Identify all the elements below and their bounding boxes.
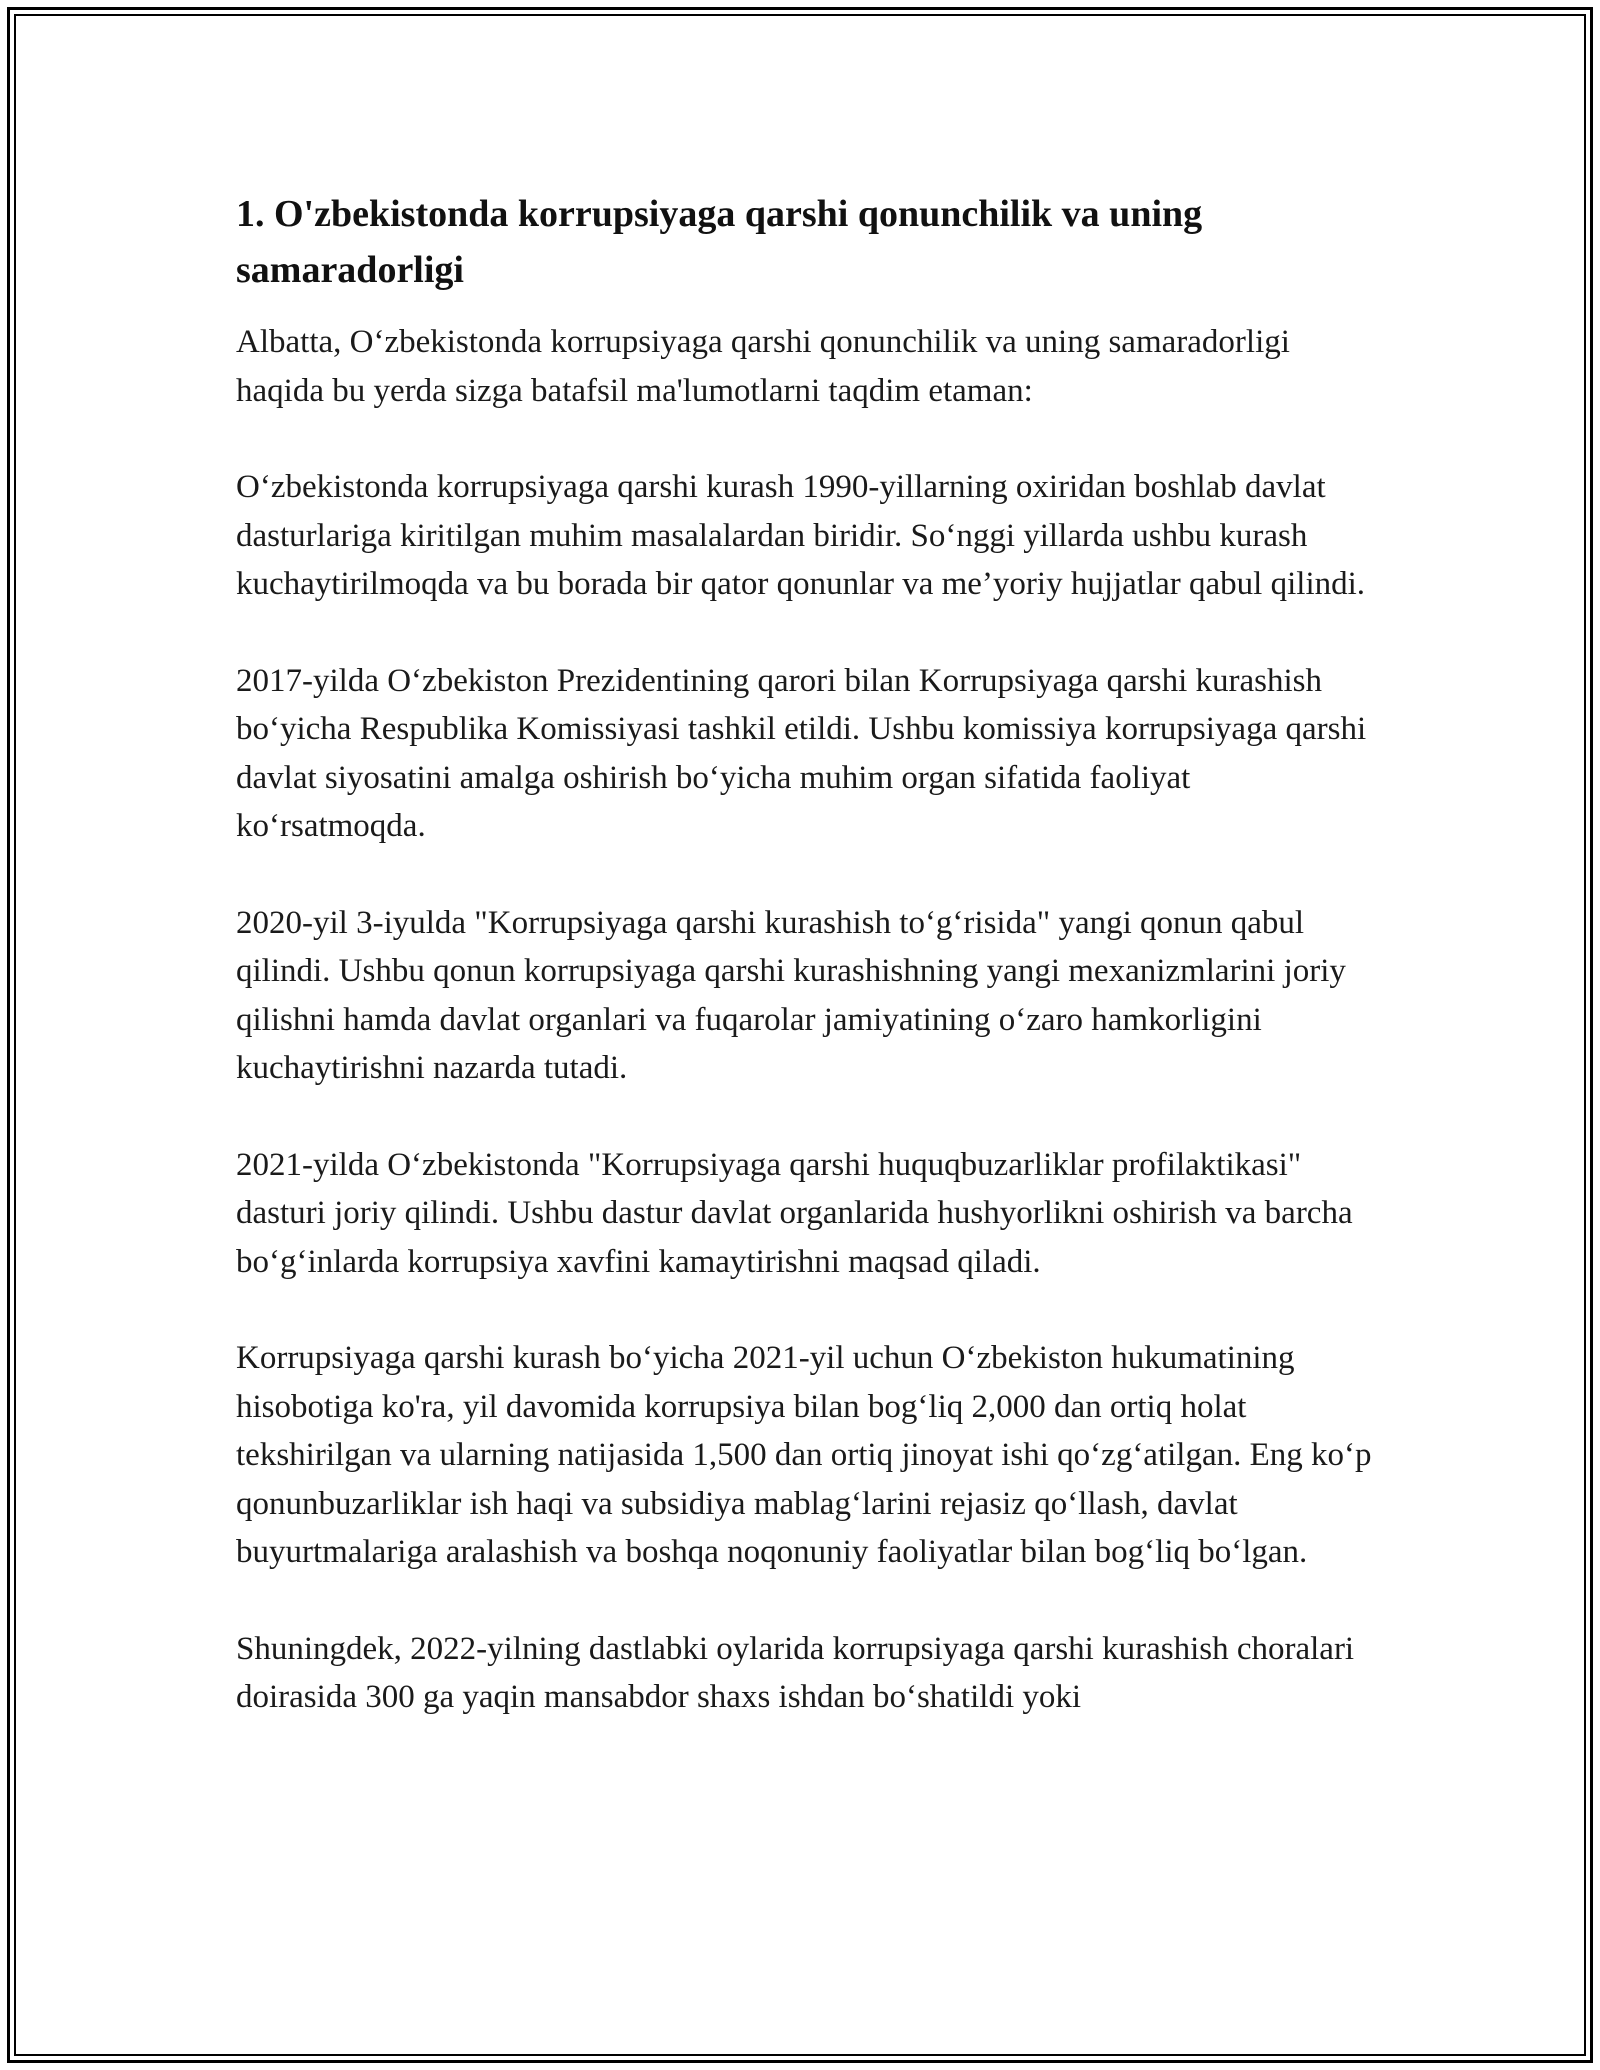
paragraph-2020-law: 2020-yil 3-iyulda "Korrupsiyaga qarshi kurashish to‘g‘risida" yangi qonun qabul qilindi. Ushbu qonun korrupsiyaga qarshi kurashishning yangi mexanizmlarini joriy qilishni hamda davlat organlari va fuqarolar jamiyatining o‘zaro hamkorligini kuchaytirishni nazarda tutadi. <box>236 904 1346 1086</box>
document-title: 1. O'zbekistonda korrupsiyaga qarshi qonunchilik va uning samaradorligi <box>236 193 1203 291</box>
paragraph-2021-program: 2021-yilda O‘zbekistonda "Korrupsiyaga qarshi huquqbuzarliklar profilaktikasi" dasturi joriy qilindi. Ushbu dastur davlat organlarida hushyorlikni oshirish va barcha bo‘g‘inlarda korrupsiya xavfini kamaytirishni maqsad qiladi. <box>236 1146 1353 1280</box>
paragraph-intro: Albatta, O‘zbekistonda korrupsiyaga qarshi qonunchilik va uning samaradorligi haqida bu yerda sizga batafsil ma'lumotlarni taqdim etaman: <box>236 324 1290 409</box>
paragraph-2021-report: Korrupsiyaga qarshi kurash bo‘yicha 2021-yil uchun O‘zbekiston hukumatining hisobotiga ko'ra, yil davomida korrupsiya bilan bog‘liq 2,000 dan ortiq holat tekshirilgan va ularning natijasida 1,500 dan ortiq jinoyat ishi qo‘zg‘atilgan. Eng ko‘p qonunbuzarliklar ish haqi va subsidiya mablag‘larini rejasiz qo‘llash, davlat buyurtmalariga aralashish va boshqa noqonuniy faoliyatlar bilan bog‘liq bo‘lgan. <box>236 1340 1372 1570</box>
document-body <box>236 186 1376 1722</box>
paragraph-history: O‘zbekistonda korrupsiyaga qarshi kurash 1990-yillarning oxiridan boshlab davlat dasturlariga kiritilgan muhim masalalardan biridir. So‘nggi yillarda ushbu kurash kuchaytirilmoqda va bu borada bir qator qonunlar va me’yoriy hujjatlar qabul qilindi. <box>236 469 1366 602</box>
paragraph-2017-commission: 2017-yilda O‘zbekiston Prezidentining qarori bilan Korrupsiyaga qarshi kurashish bo‘yicha Respublika Komissiyasi tashkil etildi. Ushbu komissiya korrupsiyaga qarshi davlat siyosatini amalga oshirish bo‘yicha muhim organ sifatida faoliyat ko‘rsatmoqda. <box>236 662 1367 844</box>
paragraph-2022-measures: Shuningdek, 2022-yilning dastlabki oylarida korrupsiyaga qarshi kurashish choralari doirasida 300 ga yaqin mansabdor shaxs ishdan bo‘shatildi yoki <box>236 1630 1355 1715</box>
